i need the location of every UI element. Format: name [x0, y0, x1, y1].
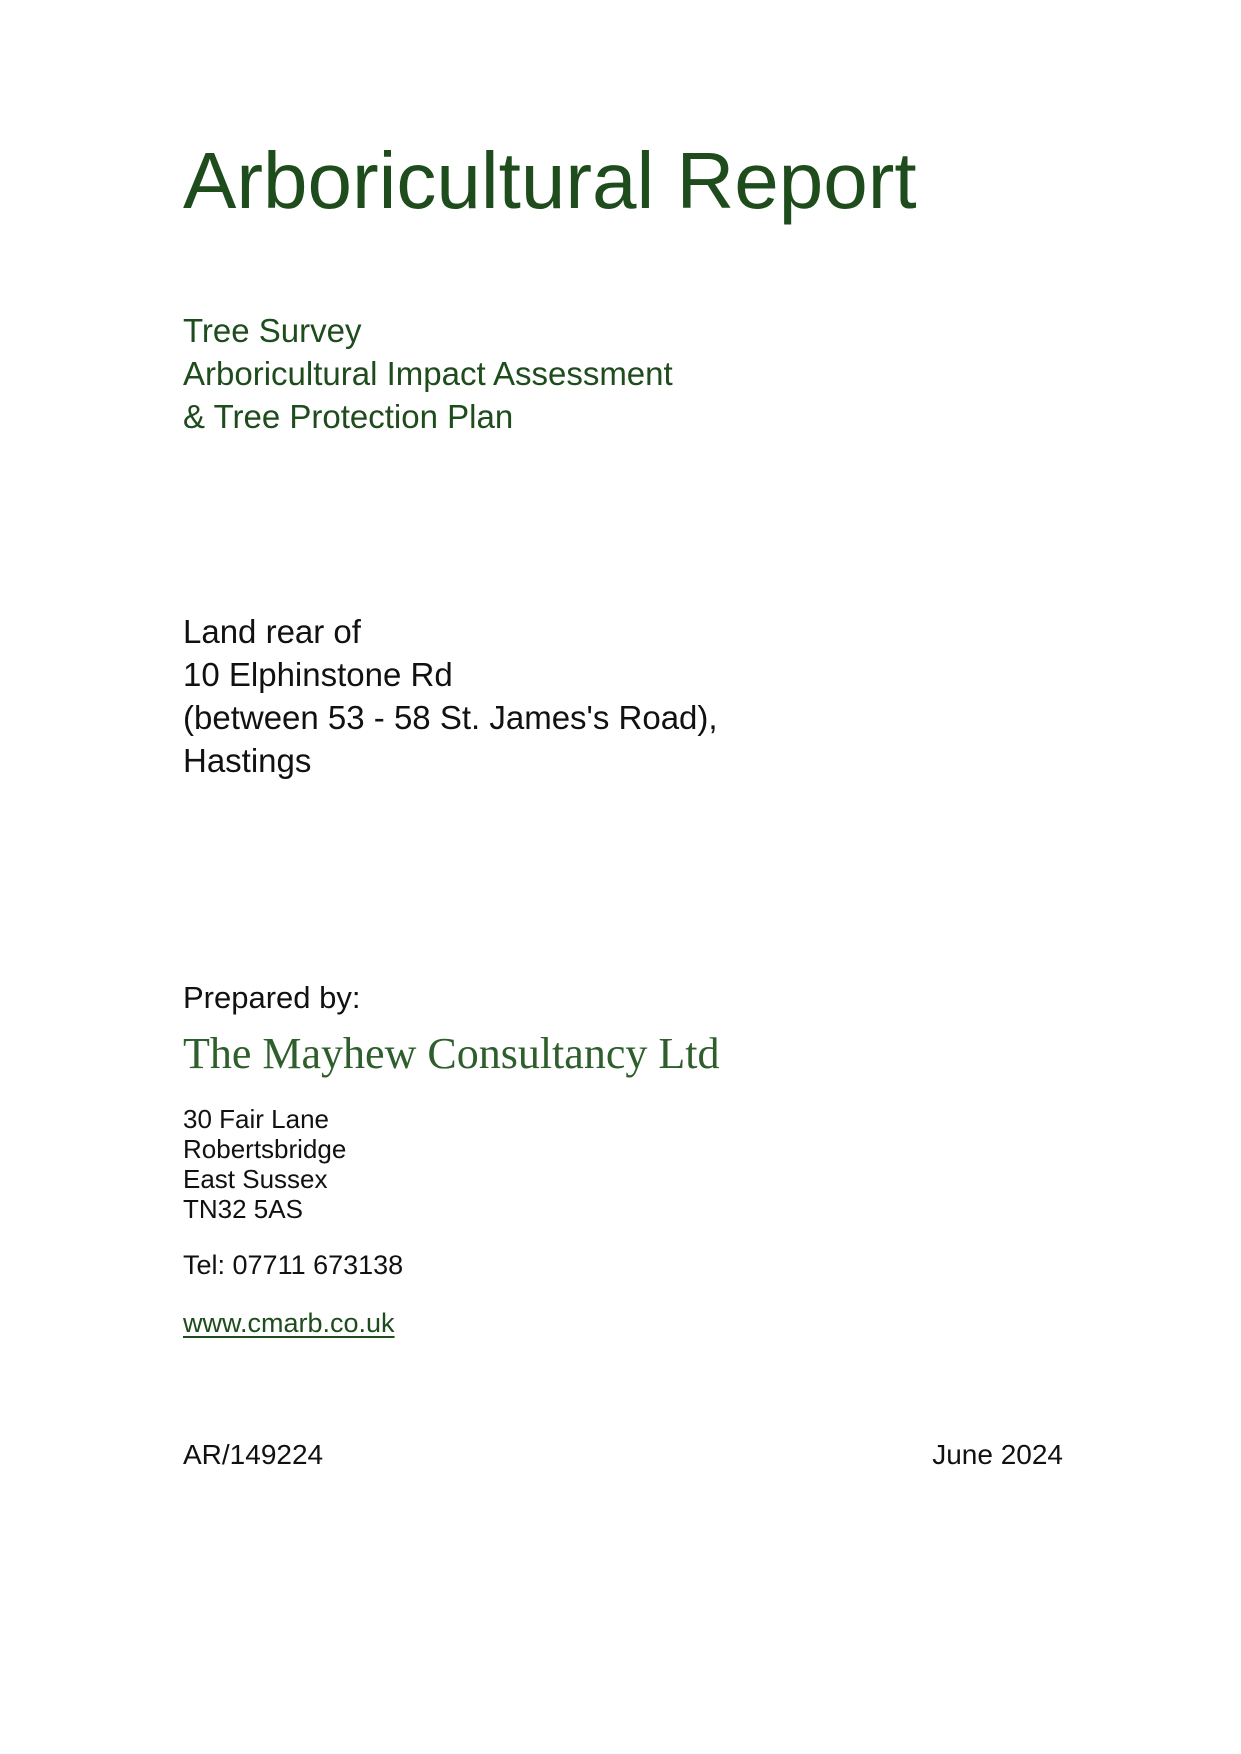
report-title: Arboricultural Report — [183, 136, 917, 225]
company-address-line-3: East Sussex — [183, 1164, 328, 1194]
subtitle-line-protection-plan: & Tree Protection Plan — [183, 398, 514, 435]
reference-number: AR/149224 — [183, 1439, 324, 1470]
site-address-line-1: Land rear of — [183, 613, 361, 650]
site-address-block — [183, 610, 1063, 782]
company-name: The Mayhew Consultancy Ltd — [183, 1029, 720, 1078]
telephone-line: Tel: 07711 673138 — [183, 1250, 404, 1280]
site-address-line-3: (between 53 - 58 St. James's Road), — [183, 699, 718, 736]
site-address-line-4: Hastings — [183, 742, 312, 779]
report-date: June 2024 — [932, 1439, 1063, 1470]
report-subtitle-block — [183, 309, 1063, 438]
subtitle-line-impact-assessment: Arboricultural Impact Assessment — [183, 355, 673, 392]
company-address-line-4: TN32 5AS — [183, 1194, 303, 1224]
subtitle-line-tree-survey: Tree Survey — [183, 312, 362, 349]
company-address-block — [183, 1104, 1063, 1224]
prepared-by-label: Prepared by: — [183, 980, 361, 1015]
page-content — [0, 135, 1241, 1472]
company-address-line-1: 30 Fair Lane — [183, 1104, 329, 1134]
website-link[interactable]: www.cmarb.co.uk — [183, 1308, 395, 1338]
site-address-line-2: 10 Elphinstone Rd — [183, 656, 453, 693]
website-row — [183, 1308, 1063, 1338]
footer-row — [183, 1438, 1063, 1472]
company-address-line-2: Robertsbridge — [183, 1134, 347, 1164]
